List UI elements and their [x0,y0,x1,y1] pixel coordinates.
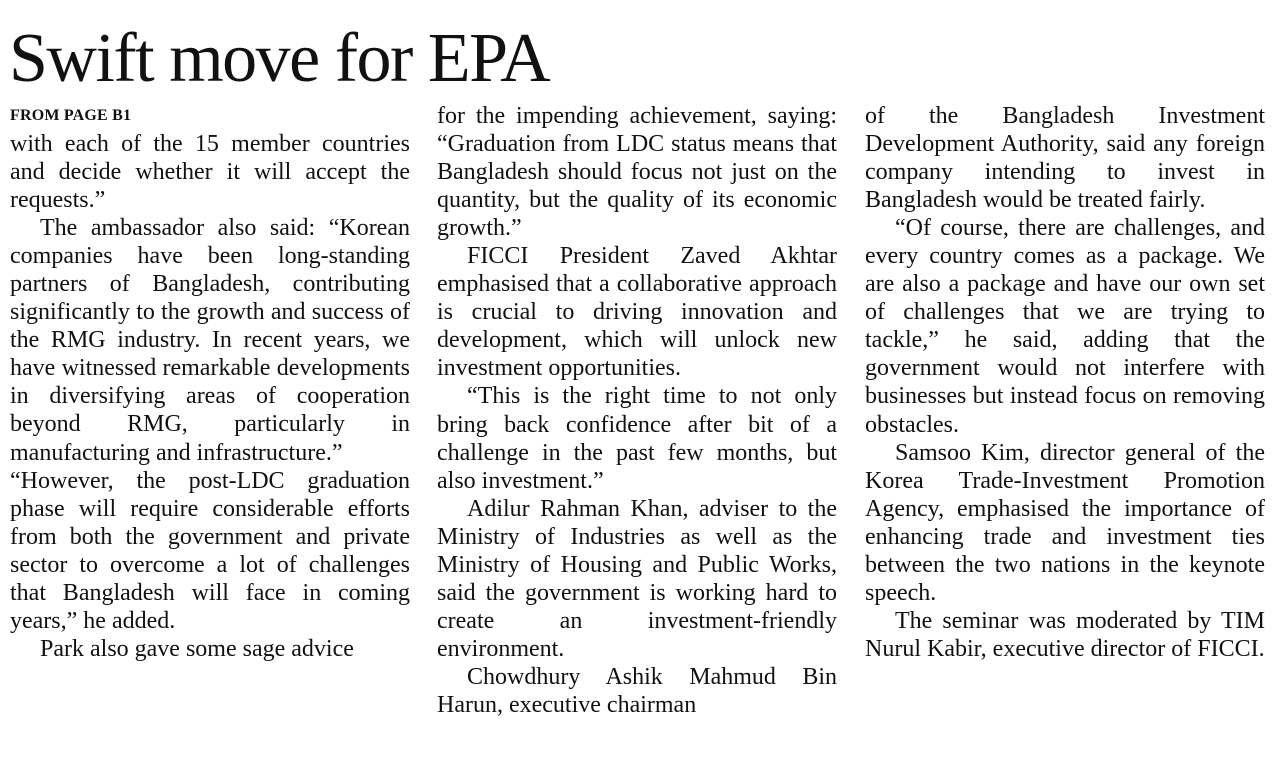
paragraph: with each of the 15 member countries and decide whether it will accept the requests.” [10,131,410,214]
paragraph: for the impending achievement, saying: “Graduation from LDC status means that Bangladesh should focus not just on the quantity, but the quality of its economic growth.” [437,103,837,242]
paragraph: Adilur Rahman Khan, adviser to the Ministry of Industries as well as the Ministry of Housing and Public Works, said the government is working hard to create an investment-friendly environment. [437,495,837,662]
jump-label: FROM PAGE B1 [10,107,132,124]
paragraph: FICCI President Zaved Akhtar emphasised that a collaborative approach is crucial to driving innovation and development, which will unlock new investment opportunities. [437,243,837,382]
paragraph: Samsoo Kim, director general of the Korea Trade-Investment Promotion Agency, emphasised the importance of enhancing trade and investment ties between the two nations in the keynote speech. [865,439,1265,606]
paragraph: The ambassador also said: “Korean companies have been long-standing partners of Bangladesh, contributing significantly to the growth and success of the RMG industry. In recent years, we have witnessed remarkable developments in diversifying areas of cooperation beyond RMG, particularly in manufacturing and infrastructure.” [10,215,410,466]
paragraph: Chowdhury Ashik Mahmud Bin Harun, executive chairman [437,663,837,718]
paragraph: “This is the right time to not only bring back confidence after bit of a challenge in the past few months, but also investment.” [437,383,837,494]
paragraph: The seminar was moderated by TIM Nurul Kabir, executive director of FICCI. [865,607,1265,662]
paragraph: “Of course, there are challenges, and every country comes as a package. We are also a package and have our own set of challenges that we are trying to tackle,” he said, adding that the government would not interfere with businesses but instead focus on removing obstacles. [865,215,1265,438]
article-column-1 [10,102,410,663]
paragraph: of the Bangladesh Investment Development Authority, said any foreign company intending to invest in Bangladesh would be treated fairly. [865,103,1265,214]
headline: Swift move for EPA [9,20,550,97]
article-column-3 [865,102,1265,663]
paragraph: “However, the post-LDC graduation phase will require considerable efforts from both the government and private sector to overcome a lot of challenges that Bangladesh will face in coming years,” he added. [10,467,410,634]
paragraph: Park also gave some sage advice [40,635,354,662]
article-column-2 [437,102,837,719]
